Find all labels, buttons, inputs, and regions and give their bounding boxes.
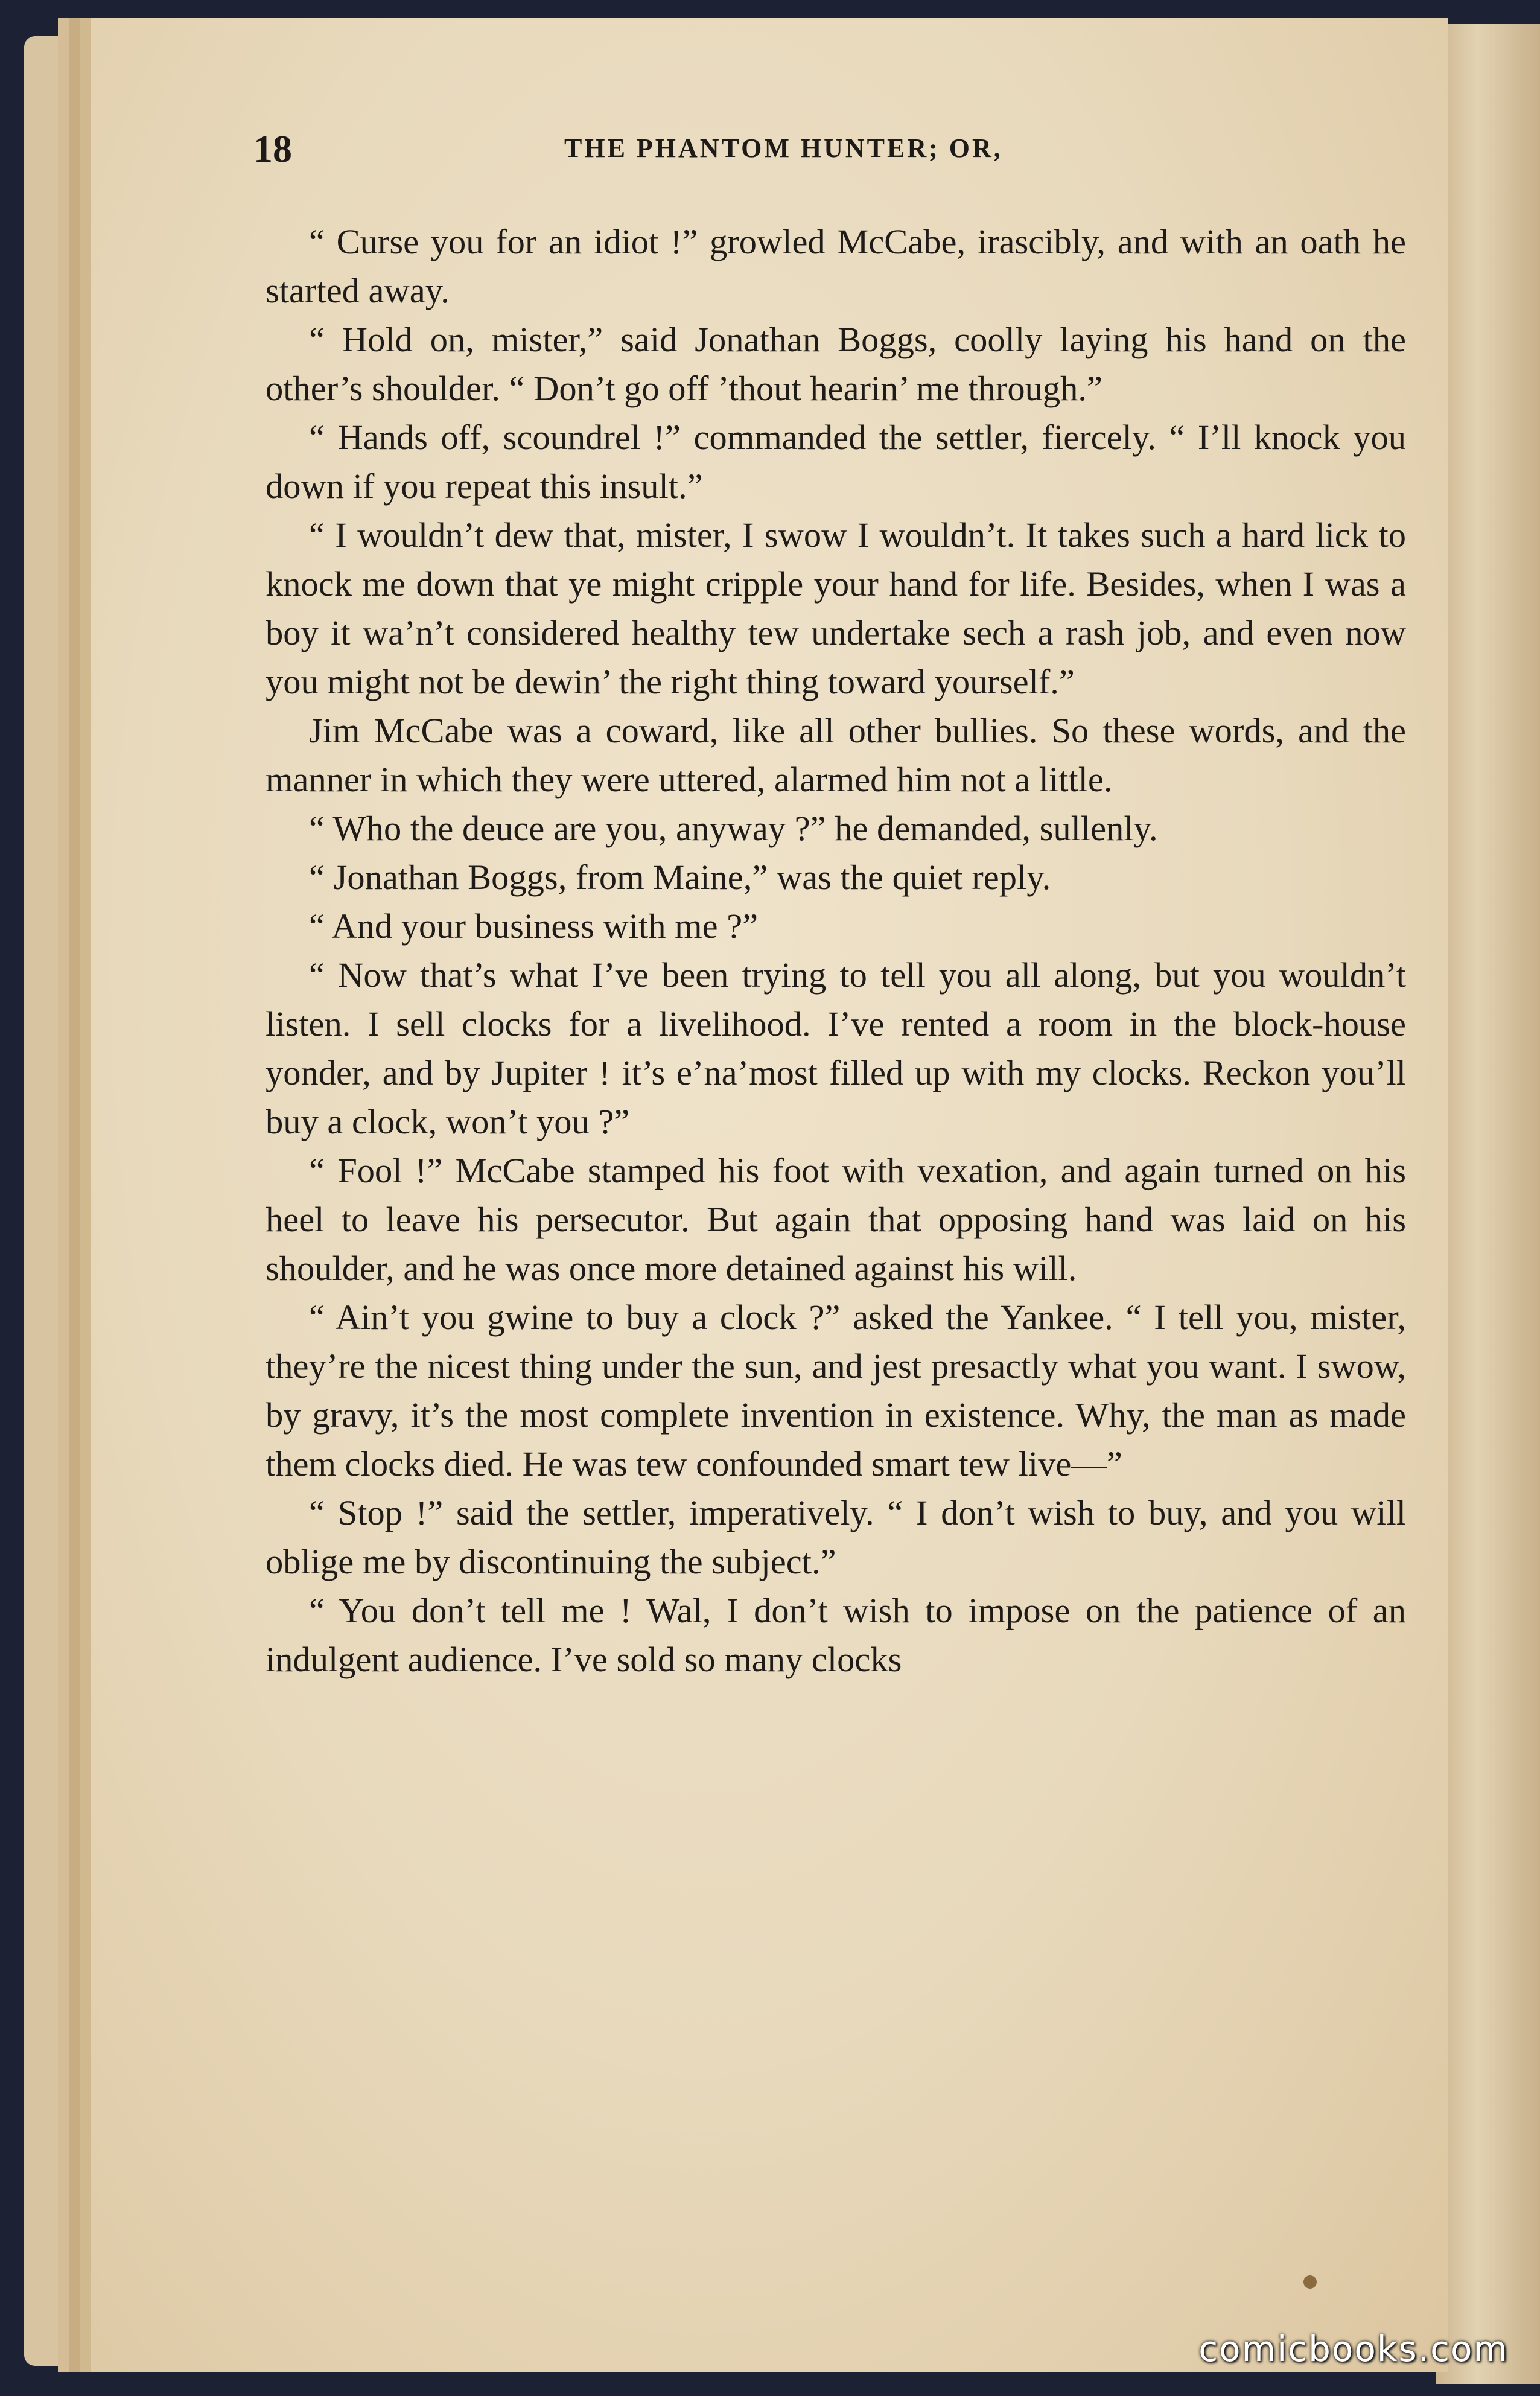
paragraph: “ You don’t tell me ! Wal, I don’t wish to impose on the patience of an indulgent audience. I’ve sold so many clocks bbox=[266, 1591, 1406, 1679]
watermark: comicbooks.com bbox=[1198, 2328, 1509, 2369]
page-header bbox=[253, 127, 1412, 169]
paragraph: “ Who the deuce are you, anyway ?” he demanded, sullenly. bbox=[309, 809, 1158, 848]
paragraph: “ Fool !” McCabe stamped his foot with vexation, and again turned on his heel to leave his persecutor. But again that opposing hand was laid on his shoulder, and he was once more detained against his will. bbox=[266, 1151, 1406, 1288]
paragraph: “ Hands off, scoundrel !” commanded the settler, fiercely. “ I’ll knock you down if you repeat this insult.” bbox=[266, 418, 1406, 506]
paper-speck bbox=[1303, 2275, 1317, 2289]
body-text bbox=[266, 217, 1406, 1684]
paragraph: “ I wouldn’t dew that, mister, I swow I wouldn’t. It takes such a hard lick to knock me down that ye might cripple your hand for life. Besides, when I was a boy it wa’n’t considered healthy tew undertake sech a rash job, and even now you might not be dewin’ the right thing toward yourself.” bbox=[266, 515, 1406, 701]
paragraph: “ Stop !” said the settler, imperatively. “ I don’t wish to buy, and you will oblige me by discontinuing the subject.” bbox=[266, 1493, 1406, 1581]
page-number: 18 bbox=[253, 127, 292, 170]
facing-page-edge bbox=[1436, 24, 1540, 2384]
running-head: THE PHANTOM HUNTER; OR, bbox=[564, 133, 1003, 163]
paragraph: “ And your business with me ?” bbox=[309, 906, 759, 946]
paragraph: “ Jonathan Boggs, from Maine,” was the quiet reply. bbox=[309, 858, 1051, 897]
paragraph: “ Hold on, mister,” said Jonathan Boggs, coolly laying his hand on the other’s shoulder. “ Don’t go off ’thout hearin’ me through.” bbox=[266, 320, 1406, 408]
paragraph: “ Now that’s what I’ve been trying to tell you all along, but you wouldn’t listen. I sell clocks for a livelihood. I’ve rented a room in the block-house yonder, and by Jupiter ! it’s e’na’most filled up with my clocks. Reckon you’ll buy a clock, won’t you ?” bbox=[266, 955, 1406, 1141]
paragraph: Jim McCabe was a coward, like all other bullies. So these words, and the manner in which they were uttered, alarmed him not a little. bbox=[266, 711, 1406, 799]
paragraph: “ Curse you for an idiot !” growled McCabe, irascibly, and with an oath he started away. bbox=[266, 222, 1406, 310]
paragraph: “ Ain’t you gwine to buy a clock ?” asked the Yankee. “ I tell you, mister, they’re the nicest thing under the sun, and jest presactly what you want. I swow, by gravy, it’s the most complete invention in existence. Why, the man as made them clocks died. He was tew confounded smart tew live—” bbox=[266, 1298, 1406, 1483]
